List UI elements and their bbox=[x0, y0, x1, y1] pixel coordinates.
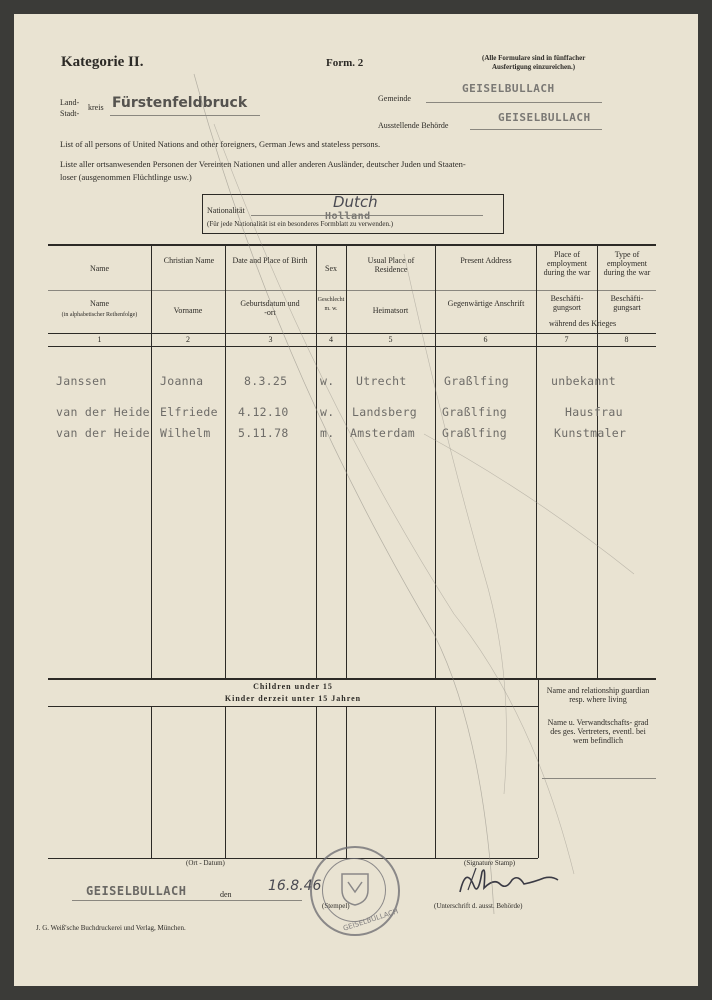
stamp-label: (Stempel) bbox=[322, 902, 350, 910]
footer-date: 16.8.46 bbox=[268, 878, 322, 894]
signature-label: (Unterschrift d. ausst. Behörde) bbox=[434, 902, 523, 910]
signature-top-label: (Signature Stamp) bbox=[464, 859, 516, 867]
seal-coat-of-arms-icon bbox=[340, 872, 370, 906]
children-title-en: Children under 15 bbox=[253, 682, 333, 691]
children-title-de: Kinder derzeit unter 15 Jahren bbox=[224, 694, 362, 703]
signature-scribble bbox=[454, 862, 564, 902]
behoerde-label: Ausstellende Behörde bbox=[378, 121, 449, 130]
printer-credit: J. G. Weiß'sche Buchdruckerei und Verlag, München. bbox=[36, 924, 186, 932]
intro-german-1: Liste aller ortsanwesenden Personen der Vereinten Nationen und aller anderen Ausländer, deutscher Juden und Staaten- bbox=[60, 159, 466, 169]
gemeinde-value: GEISELBULLACH bbox=[462, 82, 555, 95]
official-seal bbox=[310, 846, 400, 936]
gemeinde-label: Gemeinde bbox=[378, 94, 411, 103]
guardian-header-de: Name u. Verwandtschafts- grad des ges. Vertreters, eventl. bei wem befindlich bbox=[547, 718, 649, 745]
form-sheet: Kategorie II. Form. 2 (Alle Formulare sind in fünffacher Ausfertigung einzureichen.) Land- kreis Stadt- Fürstenfeldbruck Gemeinde GEISELBULLACH Ausstellende Behörde GEISELBULLACH List of all persons of United Nations and other foreigners, German Jews and stateless persons. Liste aller ortsanwesenden Personen der Vereinten Nationen und aller anderen Ausländer, deutscher Juden und Staaten- loser (ausgenommen Flüchtlinge usw.) Nationalität Dutch Holland (Für jede Nationalität ist ein besonderes Formblatt zu verwenden.) Name Name (in alphabetischer Reihenfolge) 1 Christian Name Vorname 2 Date and Place of Birth Geburtsdatum und -ort 3 Sex Geschlecht m. w. 4 Usual Place of Residence Heimatsort 5 Present Address Gegenwärtige Anschrift 6 Place of employment during the war Beschäfti- gungsort 7 Type of employment during the war Beschäfti- gungsart 8 während des Krieges Janssen Joanna 8.3.25 w. Utrecht Graßlfing unbekannt van der Heide Elfriede 4.12.10 w. Landsberg Graßlfing Hausfrau van der Heide Wilhelm 5.11.78 m. Amsterdam Graßlfing Kunstmaler Children under 15 Kinder derzeit unter 15 Jahren Name and relationship guardian resp. where living Name u. Verwandtschafts- grad des ges. Vertreters, eventl. bei wem befindlich (Ort - Datum) (Signature Stamp) GEISELBULLACH den 16.8.46 (Stempel) (Unterschrift d. ausst. Behörde) GEISELBULLACH J. G. Weiß'sche Buchdruckerei und Verlag, München. bbox=[14, 14, 698, 986]
form-number: Form. 2 bbox=[326, 57, 364, 69]
column-header-during-war: während des Krieges bbox=[549, 319, 617, 328]
nationality-note: (Für jede Nationalität ist ein besonderes Formblatt zu verwenden.) bbox=[207, 220, 394, 228]
land-label: Land- bbox=[60, 98, 80, 107]
footer-ort: GEISELBULLACH bbox=[86, 884, 187, 898]
den-label: den bbox=[220, 890, 232, 899]
intro-english: List of all persons of United Nations and other foreigners, German Jews and stateless persons. bbox=[60, 139, 381, 149]
nationality-value-handwritten: Dutch bbox=[333, 193, 378, 211]
nationality-label: Nationalität bbox=[207, 206, 245, 215]
guardian-header-en: Name and relationship guardian resp. where living bbox=[546, 686, 650, 704]
intro-german-2: loser (ausgenommen Flüchtlinge usw.) bbox=[60, 172, 192, 182]
stadt-label: Stadt- bbox=[60, 109, 80, 118]
nationality-value-stamped: Holland bbox=[325, 211, 371, 222]
copies-note-line2: Ausfertigung einzureichen.) bbox=[492, 63, 576, 71]
nationality-box bbox=[202, 194, 504, 234]
kreis-label: kreis bbox=[88, 103, 104, 112]
seal-text: GEISELBULLACH bbox=[342, 907, 400, 933]
kreis-value: Fürstenfeldbruck bbox=[112, 95, 248, 111]
behoerde-value: GEISELBULLACH bbox=[498, 111, 591, 124]
copies-note-line1: (Alle Formulare sind in fünffacher bbox=[482, 54, 586, 62]
ort-datum-label-top: (Ort - Datum) bbox=[186, 859, 225, 867]
kategorie-title: Kategorie II. bbox=[61, 54, 144, 70]
